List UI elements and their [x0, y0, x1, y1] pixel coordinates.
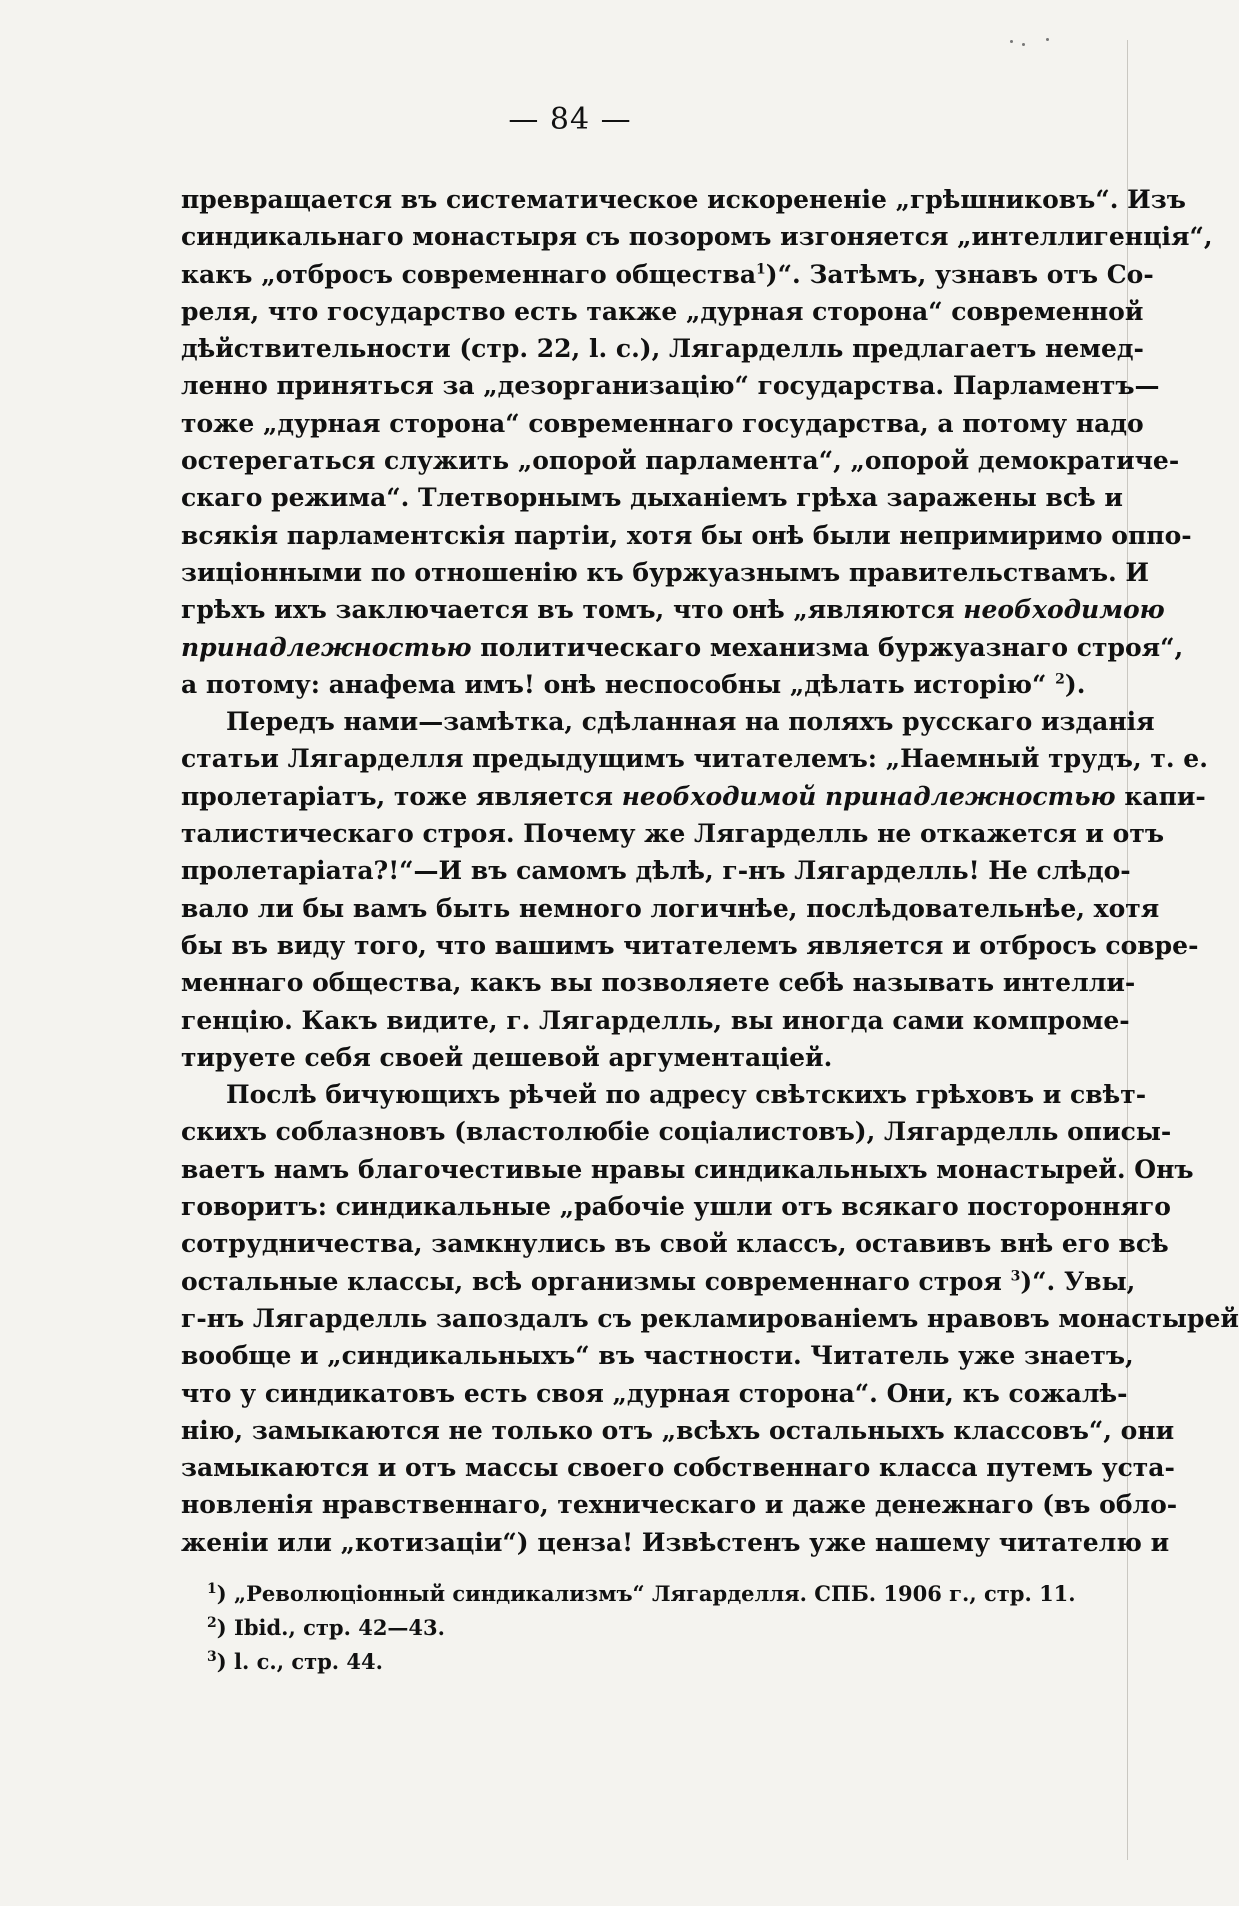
text-line — [181, 1076, 1147, 1113]
text-line — [181, 256, 1154, 293]
footnote-ref: 1 — [756, 261, 766, 278]
text-run: капи- — [1115, 781, 1206, 811]
text-run: )“. Увы, — [1020, 1266, 1136, 1296]
text-run: зиціонными по отношенію къ буржуазнымъ правительствамъ. И — [181, 557, 1150, 587]
text-line — [181, 1486, 1178, 1523]
footnote-mark: 3 — [207, 1649, 217, 1665]
text-run: пролетаріата?!“—И въ самомъ дѣлѣ, г-нъ Лягарделль! Не слѣдо- — [181, 856, 1131, 886]
text-line — [181, 629, 1184, 666]
text-line — [181, 1412, 1175, 1449]
text-run: новленія нравственнаго, техническаго и даже денежнаго (въ обло- — [181, 1490, 1178, 1520]
text-run: необходимою — [963, 595, 1165, 625]
text-line — [181, 517, 1192, 554]
text-run: скаго режима“. Тлетворнымъ дыханіемъ грѣха заражены всѣ и — [181, 483, 1123, 513]
text-run: тируете себя своей дешевой аргументаціей. — [181, 1042, 833, 1072]
text-run: превращается въ систематическое искорененіе „грѣшниковъ“. Изъ — [181, 185, 1186, 214]
text-run: вообще и „синдикальныхъ“ въ частности. Читатель уже знаетъ, — [181, 1341, 1134, 1371]
text-run: политическаго механизма буржуазнаго строя“, — [471, 632, 1184, 662]
text-run: вало ли бы вамъ быть немного логичнѣе, послѣдовательнѣе, хотя — [181, 893, 1160, 923]
text-run: скихъ соблазновъ (властолюбіе соціалистовъ), Лягарделль описы- — [181, 1117, 1172, 1147]
text-line — [181, 1524, 1170, 1561]
text-line — [181, 1225, 1169, 1262]
text-line — [181, 479, 1123, 516]
footnote-mark: 1 — [207, 1581, 217, 1597]
text-line — [181, 1039, 1071, 1076]
text-line — [181, 181, 1186, 218]
body-text — [181, 181, 1239, 1561]
text-line — [181, 218, 1213, 255]
text-line — [181, 740, 1208, 777]
text-line — [181, 554, 1150, 591]
text-line — [181, 405, 1144, 442]
text-run: грѣхъ ихъ заключается въ томъ, что онѣ „являются — [181, 595, 964, 625]
text-run: а потому: анафема имъ! онѣ неспособны „дѣлать исторію“ — [181, 669, 1056, 699]
text-line — [181, 1263, 1136, 1300]
text-run: всякія парламентскія партіи, хотя бы онѣ были непримиримо оппо- — [181, 520, 1192, 550]
text-line — [181, 442, 1180, 479]
text-line — [181, 293, 1144, 330]
footnote-text: ) l. c., стр. 44. — [216, 1649, 383, 1674]
footnote-text: ) Ibid., стр. 42—43. — [216, 1615, 445, 1640]
footnote-mark: 2 — [207, 1615, 217, 1631]
text-run: дѣйствительности (стр. 22, l. c.), Лягарделль предлагаетъ немед- — [181, 334, 1144, 364]
text-run: нію, замыкаются не только отъ „всѣхъ остальныхъ классовъ“, они — [181, 1415, 1175, 1445]
text-line — [181, 591, 1165, 628]
text-run: принадлежностью — [181, 632, 472, 662]
text-run: пролетаріатъ, тоже является — [181, 781, 622, 811]
footnotes — [207, 1577, 1076, 1679]
text-line — [181, 852, 1131, 889]
text-run: ваетъ намъ благочестивые нравы синдикальныхъ монастырей. Онъ — [181, 1154, 1194, 1184]
text-run: бы въ виду того, что вашимъ читателемъ является и отбросъ совре- — [181, 930, 1199, 960]
text-run: что у синдикатовъ есть своя „дурная сторона“. Они, къ сожалѣ- — [181, 1378, 1128, 1408]
text-line — [181, 964, 1136, 1001]
footnote — [207, 1577, 1076, 1611]
page-number: — 84 — — [508, 102, 632, 137]
text-run: г-нъ Лягарделль запоздалъ съ рекламированіемъ нравовъ монастырей — [181, 1303, 1239, 1333]
text-run: необходимой принадлежностью — [621, 781, 1116, 811]
footnote-text: ) „Революціонный синдикализмъ“ Лягарделля. СПБ. 1906 г., стр. 11. — [216, 1581, 1076, 1606]
text-run: меннаго общества, какъ вы позволяете себѣ называть интелли- — [181, 968, 1136, 998]
scan-speck — [1046, 38, 1049, 41]
text-run: говоритъ: синдикальные „рабочіе ушли отъ всякаго посторонняго — [181, 1192, 1171, 1222]
text-run: ленно приняться за „дезорганизацію“ государства. Парламентъ— — [181, 371, 1160, 401]
text-run: Послѣ бичующихъ рѣчей по адресу свѣтскихъ грѣховъ и свѣт- — [226, 1080, 1147, 1110]
text-run: остерегаться служить „опорой парламента“, „опорой демократиче- — [181, 446, 1180, 476]
text-run: )“. Затѣмъ, узнавъ отъ Со- — [765, 259, 1154, 289]
text-run: женіи или „котизаціи“) ценза! Извѣстенъ уже нашему читателю и — [181, 1527, 1170, 1557]
text-line — [181, 927, 1199, 964]
text-line — [181, 703, 1155, 740]
text-run: генцію. Какъ видите, г. Лягарделль, вы иногда сами компроме- — [181, 1005, 1130, 1035]
text-run: тоже „дурная сторона“ современнаго государства, а потому надо — [181, 408, 1144, 438]
text-line — [181, 330, 1144, 367]
footnote-ref: 3 — [1010, 1268, 1021, 1285]
text-run: талистическаго строя. Почему же Лягарделль не откажется и отъ — [181, 819, 1165, 849]
text-run: синдикальнаго монастыря съ позоромъ изгоняется „интеллигенція“, — [181, 222, 1213, 252]
text-line — [181, 1002, 1130, 1039]
text-line — [181, 890, 1160, 927]
text-run: остальные классы, всѣ организмы современнаго строя — [181, 1266, 1011, 1296]
scan-speck — [1022, 43, 1025, 46]
footnote — [207, 1645, 1067, 1679]
text-line — [181, 1300, 1239, 1337]
text-run: Передъ нами—замѣтка, сдѣланная на поляхъ русскаго изданія — [226, 707, 1155, 737]
text-line — [181, 666, 1086, 703]
text-line — [181, 778, 1206, 815]
text-line — [181, 1188, 1171, 1225]
text-line — [181, 1337, 1134, 1374]
text-line — [181, 815, 1165, 852]
text-line — [181, 1113, 1172, 1150]
text-line — [181, 367, 1160, 404]
text-line — [181, 1449, 1175, 1486]
text-run: ). — [1064, 669, 1086, 699]
text-run: какъ „отбросъ современнаго общества — [181, 259, 757, 289]
text-line — [181, 1375, 1128, 1412]
text-run: замыкаются и отъ массы своего собственнаго класса путемъ уста- — [181, 1453, 1175, 1483]
text-line — [181, 1151, 1194, 1188]
scan-speck — [1010, 40, 1013, 43]
text-run: реля, что государство есть также „дурная сторона“ современной — [181, 296, 1144, 326]
text-run: статьи Лягарделля предыдущимъ читателемъ: „Наемный трудъ, т. е. — [181, 744, 1208, 774]
footnote-ref: 2 — [1055, 671, 1065, 688]
footnote — [207, 1611, 1067, 1645]
text-run: сотрудничества, замкнулись въ свой классъ, оставивъ внѣ его всѣ — [181, 1229, 1169, 1259]
